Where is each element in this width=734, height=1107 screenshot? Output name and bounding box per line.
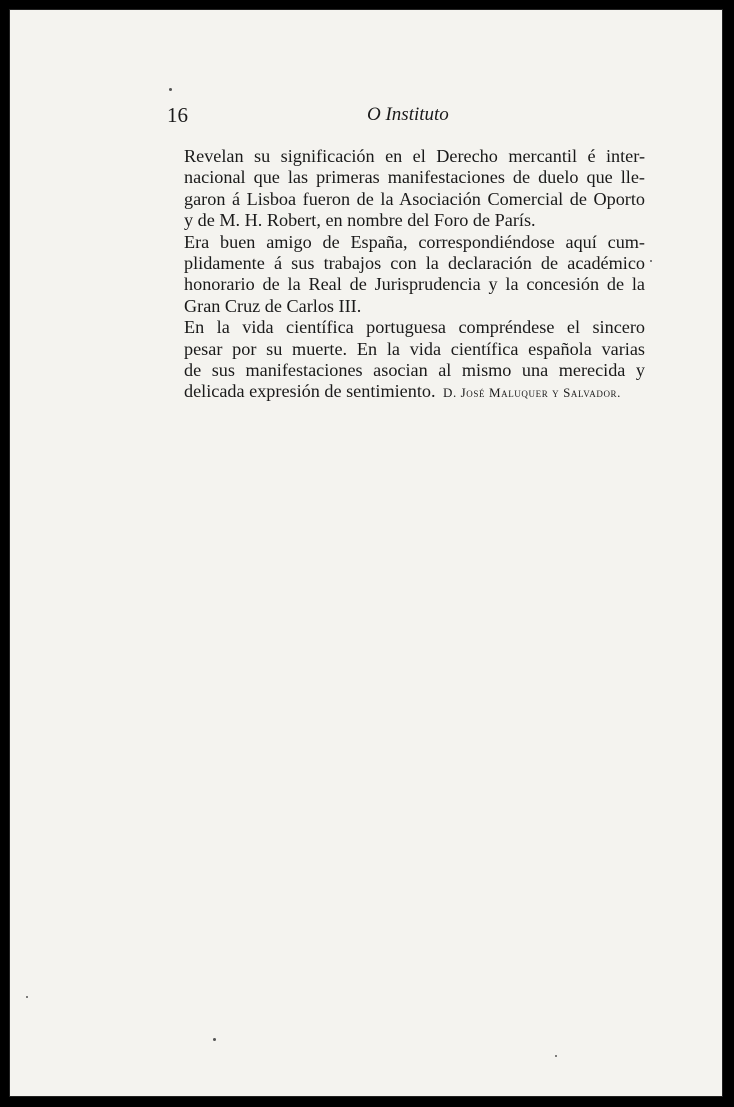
running-head [167, 101, 645, 129]
scan-speck [213, 1038, 216, 1041]
scan-speck [555, 1055, 557, 1057]
article-body [167, 146, 645, 403]
text-line: Gran Cruz de Carlos III. [184, 295, 362, 316]
text-line: de sus manifestaciones asocian al mismo una merecida y [184, 360, 645, 381]
text-line: garon á Lisboa fueron de la Asociación Comercial de Oporto [184, 188, 645, 209]
text-line: Era buen amigo de España, correspondiéndose aquí cum- [184, 231, 645, 252]
author-signature: D. José Maluquer y Salvador. [442, 385, 621, 400]
scanned-page [9, 9, 723, 1097]
text-line: pesar por su muerte. En la vida científica española varias [184, 338, 645, 359]
paragraph-2 [167, 232, 645, 318]
text-line: y de M. H. Robert, en nombre del Foro de París. [184, 210, 536, 231]
text-line: plidamente á sus trabajos con la declaración de académico [184, 253, 645, 274]
page-number: 16 [167, 103, 188, 127]
scan-speck [650, 260, 652, 262]
scan-speck [169, 88, 172, 91]
text-line: En la vida científica portuguesa compréndese el sincero [184, 317, 645, 338]
text-line: delicada expresión de sentimiento. [184, 381, 436, 402]
text-line: nacional que las primeras manifestaciones de duelo que lle- [184, 167, 645, 188]
paragraph-1 [167, 146, 645, 232]
text-line: honorario de la Real de Jurisprudencia y la concesión de la [184, 274, 645, 295]
text-line: Revelan su significación en el Derecho mercantil é inter- [184, 146, 645, 166]
journal-title: O Instituto [367, 104, 449, 125]
scan-speck [26, 996, 28, 998]
